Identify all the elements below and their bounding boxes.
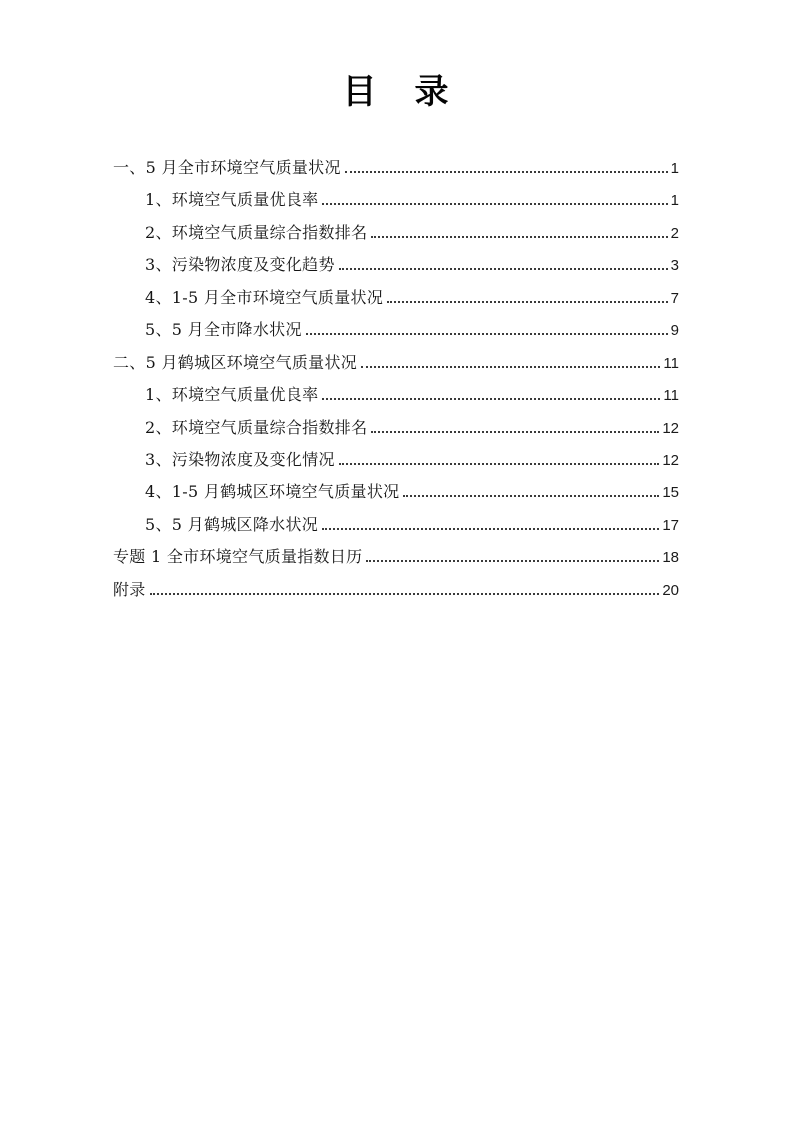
toc-entry[interactable]: [113, 152, 679, 184]
toc-entry-page-number: 17: [662, 516, 679, 534]
toc-leader-dots: [403, 495, 659, 497]
toc-entry[interactable]: [113, 509, 679, 541]
toc-entry-label: 5、5 月鹤城区降水状况: [145, 514, 319, 534]
toc-entry-label: 2、环境空气质量综合指数排名: [145, 222, 368, 242]
toc-entry-label: 3、污染物浓度及变化趋势: [145, 255, 335, 275]
toc-entry-label: 专题 1 全市环境空气质量指数日历: [113, 547, 363, 567]
toc-entry[interactable]: [113, 476, 679, 508]
toc-leader-dots: [371, 236, 667, 238]
toc-entry-page-number: 15: [662, 484, 679, 502]
toc-leader-dots: [306, 333, 668, 335]
toc-leader-dots: [366, 560, 659, 562]
toc-entry-page-number: 2: [670, 224, 679, 242]
toc-leader-dots: [322, 528, 659, 530]
toc-entry[interactable]: [113, 541, 679, 573]
toc-entry-label: 一、5 月全市环境空气质量状况: [113, 158, 341, 177]
toc-entry-page-number: 1: [670, 192, 679, 210]
toc-entry-page-number: 9: [670, 322, 679, 340]
toc-entry-label: 2、环境空气质量综合指数排名: [145, 417, 368, 437]
toc-entry-page-number: 12: [662, 419, 679, 437]
toc-entry-label: 1、环境空气质量优良率: [145, 385, 319, 405]
toc-leader-dots: [322, 398, 660, 400]
toc-title: 目 录: [342, 72, 451, 112]
toc-entry-page-number: 7: [670, 289, 679, 307]
toc-entry-page-number: 11: [663, 387, 679, 405]
toc-leader-dots: [150, 593, 660, 595]
toc-entry-page-number: 1: [670, 160, 679, 177]
toc-entry[interactable]: [113, 249, 679, 281]
toc-leader-dots: [371, 431, 659, 433]
toc-entry-label: 5、5 月全市降水状况: [145, 320, 302, 340]
toc-entry[interactable]: [113, 184, 679, 216]
toc-entry-label: 3、污染物浓度及变化情况: [145, 449, 335, 469]
toc-entry[interactable]: [113, 314, 679, 346]
toc-entry-label: 4、1-5 月鹤城区环境空气质量状况: [145, 482, 400, 502]
toc-entry[interactable]: [113, 217, 679, 249]
toc-entry-label: 1、环境空气质量优良率: [145, 190, 319, 210]
toc-leader-dots: [361, 366, 660, 368]
toc-entry-page-number: 20: [662, 581, 679, 599]
toc-leader-dots: [322, 203, 667, 205]
toc-entry[interactable]: [113, 347, 679, 379]
toc-entry[interactable]: [113, 574, 679, 606]
toc-entry[interactable]: [113, 412, 679, 444]
toc-entry-label: 附录: [113, 579, 146, 599]
toc-entry[interactable]: [113, 379, 679, 411]
toc-leader-dots: [387, 301, 668, 303]
toc-entry-label: 4、1-5 月全市环境空气质量状况: [145, 287, 384, 307]
toc-entry-page-number: 12: [662, 451, 679, 469]
toc-entry-label: 二、5 月鹤城区环境空气质量状况: [113, 352, 358, 372]
toc-entry-page-number: 18: [662, 549, 679, 567]
toc-leader-dots: [339, 268, 668, 270]
toc-list: [113, 152, 679, 606]
toc-leader-dots: [345, 171, 668, 173]
toc-entry[interactable]: [113, 444, 679, 476]
toc-entry-page-number: 11: [663, 354, 679, 372]
toc-entry-page-number: 3: [670, 257, 679, 275]
toc-entry[interactable]: [113, 282, 679, 314]
toc-leader-dots: [339, 463, 660, 465]
